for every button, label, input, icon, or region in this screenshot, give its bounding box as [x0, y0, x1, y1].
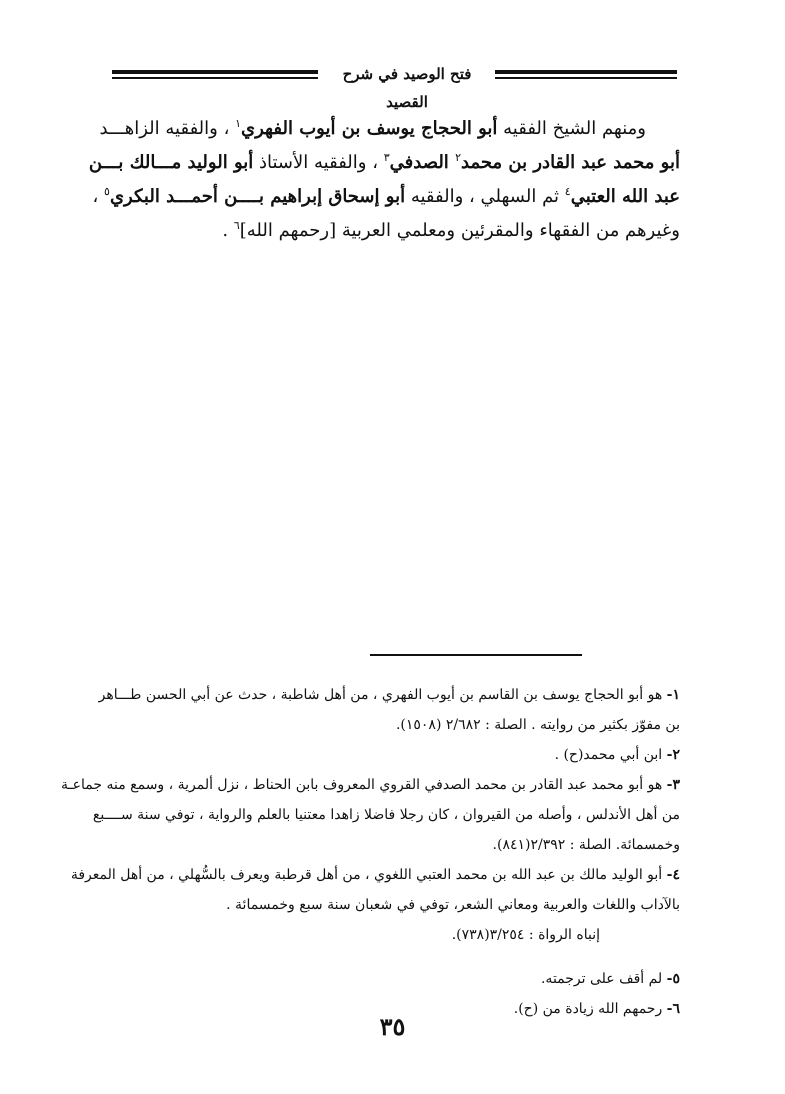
text-run: ،	[92, 186, 105, 207]
text-run: وغيرهم من الفقهاء والمقرئين ومعلمي العربية [رحمهم الله]	[239, 220, 680, 241]
footnote-number: ٤-	[666, 867, 680, 883]
bold-name: الصدفي	[389, 152, 456, 173]
footnote-separator	[370, 654, 582, 656]
bold-name: أبو الوليد مـــالك بـــن	[88, 152, 254, 173]
text-run: ، والفقيه الزاهـــد	[99, 118, 236, 139]
footnote-gap	[110, 950, 680, 964]
footnote-number: ٢-	[666, 747, 680, 763]
text-run: ومنهم الشيخ الفقيه	[497, 118, 646, 139]
main-text-line	[88, 146, 680, 180]
footnote-ref: ٦	[233, 219, 240, 232]
footnote-line	[110, 830, 680, 860]
footnote-text: أبو الوليد مالك بن عبد الله بن محمد العتبي اللغوي ، من أهل قرطبة ويعرف بالسُّهلي ، من أهل المعرفة	[70, 867, 667, 883]
footnote-number: ٥-	[666, 971, 680, 987]
footnote-ref: ٣	[383, 151, 390, 164]
footnote-ref: ٤	[564, 185, 571, 198]
header-rule-right	[495, 70, 677, 80]
main-text-line	[110, 214, 680, 248]
header-title: فتح الوصيد في شرح القصيد	[342, 65, 472, 111]
footnote-text: من أهل الأندلس ، وأصله من القيروان ، كان رجلا فاضلا زاهدا معتنيا بالعلم والرواية ، توفي سنة ســــبع	[92, 807, 680, 823]
footnote-line	[92, 800, 680, 830]
footnote-line	[110, 920, 680, 950]
text-run: ، والفقيه الأستاذ	[253, 152, 384, 173]
header-rule-left	[112, 70, 318, 80]
header-rule-thick	[112, 70, 318, 74]
footnote-text: ابن أبي محمد(ح) .	[554, 747, 667, 763]
footnote-ref: ١	[235, 117, 242, 130]
main-text-line	[99, 112, 680, 146]
footnote-text: رحمهم الله زيادة من (ح).	[513, 1001, 667, 1017]
footnote-line	[70, 860, 680, 890]
footnote-text: لم أقف على ترجمته.	[540, 971, 667, 987]
main-text-line	[92, 180, 680, 214]
footnote-line	[110, 890, 680, 920]
running-header	[112, 60, 677, 111]
footnote-text: إنباه الرواة : ٣/٢٥٤(٧٣٨).	[451, 927, 600, 943]
footnote-line	[110, 710, 680, 740]
footnote-line	[110, 740, 680, 770]
header-rule-thin	[112, 77, 318, 79]
footnote-line	[98, 680, 680, 710]
bold-name: عبد الله العتبي	[570, 186, 680, 207]
page-number: ٣٥	[379, 1012, 406, 1041]
text-run: .	[222, 220, 234, 241]
footnote-text: وخمسمائة. الصلة : ٢/٣٩٢(٨٤١).	[492, 837, 680, 853]
bold-name: أبو إسحاق إبراهيم بــــن أحمـــد البكري	[109, 186, 406, 207]
bold-name: أبو الحجاج يوسف بن أيوب الفهري	[241, 118, 498, 139]
text-run: ثم السهلي ، والفقيه	[405, 186, 565, 207]
header-rule-thin	[495, 77, 677, 79]
footnote-number: ٦-	[666, 1001, 680, 1017]
footnote-ref: ٢	[455, 151, 461, 164]
footnote-number: ١-	[666, 687, 680, 703]
main-text	[88, 112, 680, 248]
header-rule-thick	[495, 70, 677, 74]
footnote-text: بن مفوّز بكثير من روايته . الصلة : ٢/٦٨٢ (١٥٠٨).	[395, 717, 680, 733]
bold-name: أبو محمد عبد القادر بن محمد	[461, 152, 680, 173]
footnote-line	[61, 770, 680, 800]
footnote-number: ٣-	[666, 777, 680, 793]
footnotes	[61, 680, 680, 1024]
footnote-text: هو أبو محمد عبد القادر بن محمد الصدفي القروي المعروف بابن الحناط ، نزل ألمرية ، وسمع منه جماعـة	[61, 777, 667, 793]
footnote-ref: ٥	[104, 185, 110, 198]
footnote-text: هو أبو الحجاج يوسف بن القاسم بن أيوب الفهري ، من أهل شاطبة ، حدث عن أبي الحسن طـــاهر	[98, 687, 667, 703]
footnote-line	[110, 964, 680, 994]
footnote-text: بالآداب واللغات والعربية ومعاني الشعر، توفي في شعبان سنة سبع وخمسمائة .	[226, 897, 680, 913]
